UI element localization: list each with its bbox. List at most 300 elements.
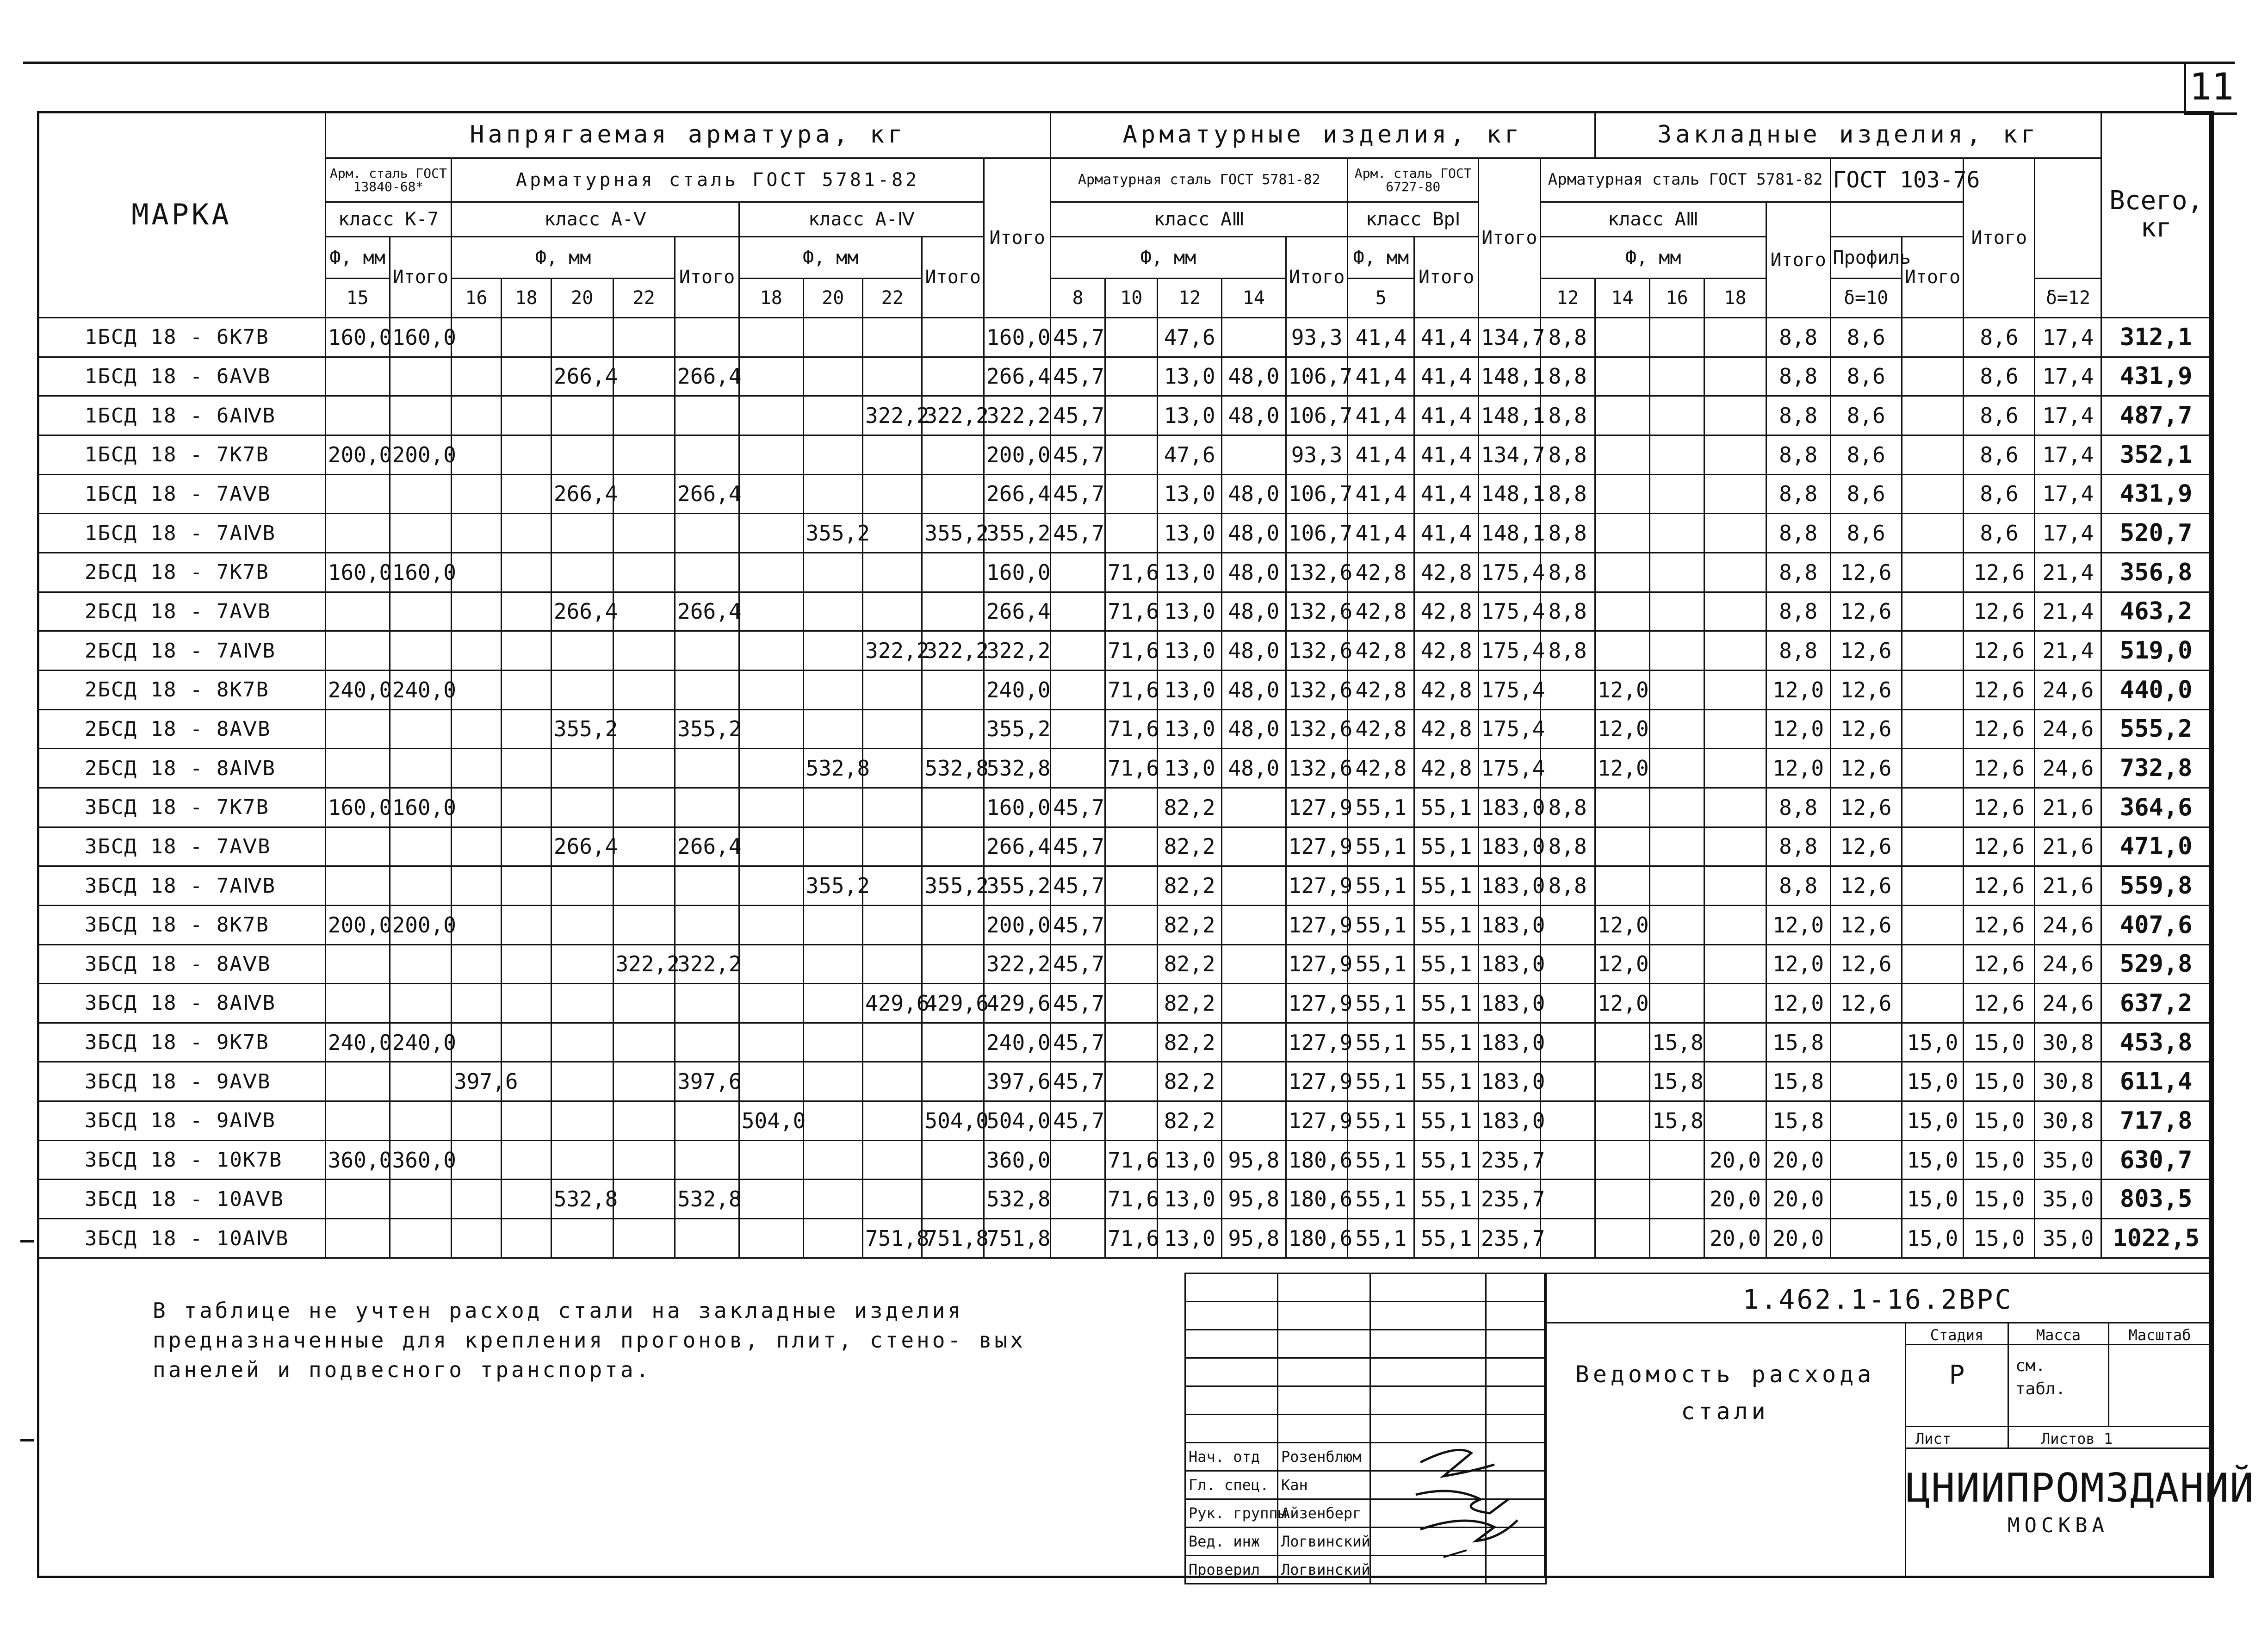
table-cell: 200,0: [984, 435, 1051, 474]
blank-cell: [1185, 1302, 1278, 1330]
table-cell: [613, 1180, 675, 1219]
table-cell: 266,4: [551, 592, 613, 631]
row-grand-total: 312,1: [2101, 318, 2211, 357]
table-cell: [1704, 670, 1766, 709]
table-cell: 134,7: [1479, 435, 1541, 474]
table-cell: [551, 631, 613, 671]
table-cell: 148,1: [1479, 357, 1541, 396]
row-grand-total: 559,8: [2101, 866, 2211, 906]
profile-header: Профиль: [1830, 237, 1902, 279]
table-cell: [1704, 709, 1766, 749]
table-cell: [390, 592, 452, 631]
table-cell: [502, 357, 552, 396]
table-cell: [452, 670, 502, 709]
table-cell: [739, 514, 803, 553]
table-cell: 12,6: [1964, 866, 2035, 906]
blank-cell: [1278, 1415, 1370, 1443]
table-cell: [1902, 944, 1964, 984]
table-cell: [1540, 749, 1595, 788]
table-cell: 48,0: [1222, 631, 1286, 671]
table-cell: [1222, 827, 1286, 866]
table-cell: 15,0: [1902, 1101, 1964, 1141]
organization-name: ЦНИИПРОМЗДАНИЙ: [1906, 1465, 2255, 1511]
table-row: [38, 474, 2211, 514]
table-cell: [922, 435, 984, 474]
table-cell: 55,1: [1348, 984, 1414, 1023]
right-border-line: [2212, 111, 2214, 1578]
document-title: Ведомость расхода стали: [1544, 1322, 1906, 1578]
table-cell: 12,0: [1766, 944, 1830, 984]
table-cell: 12,6: [1964, 709, 2035, 749]
table-cell: [1105, 474, 1158, 514]
row-grand-total: 520,7: [2101, 514, 2211, 553]
row-grand-total: 732,8: [2101, 749, 2211, 788]
table-cell: 322,2: [863, 631, 922, 671]
embedded-products-header: Закладные изделия, кг: [1595, 112, 2101, 158]
size-a5-22: 22: [613, 279, 675, 318]
table-cell: 8,8: [1766, 435, 1830, 474]
table-cell: [803, 944, 862, 984]
bp1-steel-standard: Арм. сталь ГОСТ 6727-80: [1348, 158, 1479, 202]
table-cell: 20,0: [1766, 1180, 1830, 1219]
blank-cell: [1370, 1415, 1486, 1443]
table-cell: 13,0: [1158, 749, 1222, 788]
size-bp1-5: 5: [1348, 279, 1414, 318]
table-cell: 21,6: [2035, 866, 2101, 906]
table-cell: [613, 435, 675, 474]
table-cell: 17,4: [2035, 396, 2101, 435]
table-cell: [325, 1180, 390, 1219]
blank-cell: [1278, 1273, 1370, 1302]
table-cell: 8,8: [1766, 788, 1830, 827]
blank-cell: [1278, 1330, 1370, 1358]
table-cell: [803, 435, 862, 474]
table-cell: 266,4: [984, 827, 1051, 866]
size-a4-22: 22: [863, 279, 922, 318]
signature-blank-row: [1185, 1415, 1546, 1443]
table-cell: 24,6: [2035, 670, 2101, 709]
table-cell: 8,6: [1964, 435, 2035, 474]
table-cell: 93,3: [1286, 435, 1348, 474]
table-cell: [803, 827, 862, 866]
sheets-count: Листов 1: [2008, 1426, 2212, 1449]
blank-cell: [1486, 1386, 1546, 1415]
blank-cell: [1486, 1358, 1546, 1386]
table-cell: [1222, 435, 1286, 474]
table-cell: 175,4: [1479, 709, 1541, 749]
table-cell: 183,0: [1479, 866, 1541, 906]
table-cell: [1830, 1101, 1902, 1141]
table-cell: 132,6: [1286, 592, 1348, 631]
embedded-a3-total-header: Итого: [1766, 202, 1830, 318]
table-cell: [1105, 866, 1158, 906]
table-cell: [613, 1219, 675, 1258]
table-cell: 160,0: [390, 318, 452, 357]
size-emb-18: 18: [1704, 279, 1766, 318]
row-grand-total: 637,2: [2101, 984, 2211, 1023]
marka-header: МАРКА: [38, 112, 326, 318]
size-a3-14: 14: [1222, 279, 1286, 318]
table-cell: 8,8: [1540, 631, 1595, 671]
scale-value: [2108, 1344, 2212, 1427]
table-cell: [325, 709, 390, 749]
table-cell: [502, 396, 552, 435]
table-cell: [1595, 866, 1649, 906]
table-cell: [1650, 592, 1704, 631]
table-cell: [452, 318, 502, 357]
table-cell: 12,6: [1964, 827, 2035, 866]
table-cell: 55,1: [1414, 866, 1479, 906]
row-grand-total: 519,0: [2101, 631, 2211, 671]
table-cell: 8,8: [1766, 866, 1830, 906]
table-cell: [390, 749, 452, 788]
size-a3-10: 10: [1105, 279, 1158, 318]
table-cell: 200,0: [390, 435, 452, 474]
table-cell: [1595, 1219, 1649, 1258]
table-cell: 55,1: [1414, 1101, 1479, 1141]
table-cell: 397,6: [452, 1062, 502, 1101]
table-cell: [1650, 357, 1704, 396]
table-cell: [613, 592, 675, 631]
table-cell: 15,0: [1902, 1219, 1964, 1258]
table-cell: [551, 553, 613, 592]
table-cell: [1902, 749, 1964, 788]
table-cell: 8,6: [1964, 318, 2035, 357]
table-cell: 48,0: [1222, 709, 1286, 749]
table-cell: [551, 1140, 613, 1180]
table-cell: 106,7: [1286, 474, 1348, 514]
class-k7: класс К-7: [325, 202, 451, 237]
table-cell: [613, 318, 675, 357]
table-cell: 355,2: [551, 709, 613, 749]
table-cell: 35,0: [2035, 1219, 2101, 1258]
table-cell: [1105, 1062, 1158, 1101]
table-cell: [502, 553, 552, 592]
row-marka: 3БСД 18 - 9АⅤВ: [38, 1062, 326, 1101]
table-cell: [390, 1180, 452, 1219]
table-cell: 45,7: [1051, 435, 1105, 474]
table-cell: [675, 514, 739, 553]
title-block: [1184, 1273, 2255, 1578]
table-cell: 175,4: [1479, 749, 1541, 788]
table-cell: 360,0: [325, 1140, 390, 1180]
table-cell: [739, 357, 803, 396]
table-cell: [1540, 1023, 1595, 1062]
table-row: [38, 905, 2211, 944]
table-cell: [675, 631, 739, 671]
table-cell: 532,8: [551, 1180, 613, 1219]
table-cell: 71,6: [1105, 1180, 1158, 1219]
row-marka: 2БСД 18 - 7АⅤВ: [38, 592, 326, 631]
table-cell: 266,4: [551, 474, 613, 514]
table-cell: 48,0: [1222, 553, 1286, 592]
table-cell: 160,0: [984, 788, 1051, 827]
table-cell: 8,6: [1830, 396, 1902, 435]
table-cell: [1595, 1101, 1649, 1141]
table-cell: [551, 1023, 613, 1062]
table-cell: [551, 514, 613, 553]
table-cell: 15,0: [1964, 1101, 2035, 1141]
blank-cell: [1370, 1330, 1486, 1358]
table-cell: 41,4: [1414, 474, 1479, 514]
table-cell: [1650, 709, 1704, 749]
row-marka: 3БСД 18 - 7К7В: [38, 788, 326, 827]
table-cell: [613, 670, 675, 709]
table-cell: 45,7: [1051, 514, 1105, 553]
table-cell: 41,4: [1348, 435, 1414, 474]
table-cell: 532,8: [984, 749, 1051, 788]
table-cell: [922, 944, 984, 984]
table-cell: [1105, 1101, 1158, 1141]
table-cell: 266,4: [984, 592, 1051, 631]
table-cell: [803, 1023, 862, 1062]
table-cell: 45,7: [1051, 357, 1105, 396]
table-cell: [502, 631, 552, 671]
table-cell: [803, 1062, 862, 1101]
table-cell: [390, 944, 452, 984]
table-cell: 13,0: [1158, 1140, 1222, 1180]
class-bp1: класс ВрⅠ: [1348, 202, 1479, 237]
table-cell: [1105, 905, 1158, 944]
table-cell: [1902, 592, 1964, 631]
table-cell: [1595, 827, 1649, 866]
table-cell: [1051, 1219, 1105, 1258]
table-cell: [922, 827, 984, 866]
mass-value: см. табл.: [2008, 1344, 2109, 1427]
sheet-label: Лист: [1905, 1426, 2009, 1449]
blank-cell: [1830, 202, 1964, 237]
table-cell: 322,2: [613, 944, 675, 984]
table-cell: 15,8: [1650, 1023, 1704, 1062]
table-cell: [922, 474, 984, 514]
table-row: [38, 749, 2211, 788]
table-cell: 45,7: [1051, 396, 1105, 435]
table-cell: 15,8: [1650, 1062, 1704, 1101]
table-cell: [1222, 1062, 1286, 1101]
table-cell: [452, 827, 502, 866]
table-cell: [1830, 1023, 1902, 1062]
table-cell: [1051, 1140, 1105, 1180]
table-cell: [1105, 827, 1158, 866]
table-cell: 127,9: [1286, 788, 1348, 827]
table-row: [38, 514, 2211, 553]
table-cell: 55,1: [1414, 1140, 1479, 1180]
rebar-products-header: Арматурные изделия, кг: [1051, 112, 1595, 158]
table-cell: [739, 1023, 803, 1062]
table-cell: 8,8: [1766, 827, 1830, 866]
table-cell: [1650, 905, 1704, 944]
table-cell: 15,0: [1902, 1062, 1964, 1101]
table-cell: 240,0: [325, 670, 390, 709]
table-cell: 355,2: [984, 866, 1051, 906]
table-cell: [613, 709, 675, 749]
table-cell: 355,2: [803, 514, 862, 553]
table-cell: [1540, 944, 1595, 984]
row-grand-total: 803,5: [2101, 1180, 2211, 1219]
table-cell: [613, 553, 675, 592]
table-cell: 21,4: [2035, 592, 2101, 631]
table-cell: 55,1: [1414, 1180, 1479, 1219]
table-cell: 47,6: [1158, 318, 1222, 357]
table-cell: 160,0: [325, 788, 390, 827]
table-cell: [1704, 1062, 1766, 1101]
table-cell: 8,8: [1540, 553, 1595, 592]
table-cell: [1902, 670, 1964, 709]
table-cell: 55,1: [1348, 1023, 1414, 1062]
table-cell: [1704, 827, 1766, 866]
row-marka: 1БСД 18 - 7АⅤВ: [38, 474, 326, 514]
table-cell: 41,4: [1348, 396, 1414, 435]
table-cell: [1051, 553, 1105, 592]
table-cell: [803, 1140, 862, 1180]
table-row: [38, 709, 2211, 749]
table-cell: [390, 984, 452, 1023]
table-cell: 12,6: [1830, 749, 1902, 788]
table-row: [38, 1180, 2211, 1219]
table-cell: [739, 788, 803, 827]
table-cell: 355,2: [984, 514, 1051, 553]
table-cell: 240,0: [390, 1023, 452, 1062]
row-grand-total: 611,4: [2101, 1062, 2211, 1101]
table-cell: [739, 1180, 803, 1219]
table-cell: 235,7: [1479, 1219, 1541, 1258]
table-row: [38, 1140, 2211, 1180]
table-cell: [502, 788, 552, 827]
table-cell: [325, 631, 390, 671]
table-cell: [551, 435, 613, 474]
table-cell: [863, 592, 922, 631]
profile-total-header: Итого: [1902, 237, 1964, 318]
table-cell: [1595, 1062, 1649, 1101]
table-cell: 355,2: [984, 709, 1051, 749]
table-cell: 71,6: [1105, 670, 1158, 709]
table-cell: [551, 866, 613, 906]
signature-name: Кан: [1278, 1471, 1370, 1499]
table-cell: [1222, 318, 1286, 357]
table-cell: 13,0: [1158, 474, 1222, 514]
table-cell: 45,7: [1051, 905, 1105, 944]
table-cell: 504,0: [739, 1101, 803, 1141]
embedded-diameter-header: Ф, мм: [1540, 237, 1766, 279]
embedded-total-header: Итого: [1964, 158, 2035, 318]
table-cell: [1704, 318, 1766, 357]
table-cell: [863, 474, 922, 514]
table-cell: 8,6: [1830, 514, 1902, 553]
row-marka: 3БСД 18 - 7АⅣВ: [38, 866, 326, 906]
table-cell: 71,6: [1105, 592, 1158, 631]
table-cell: [675, 984, 739, 1023]
row-marka: 1БСД 18 - 6АⅤВ: [38, 357, 326, 396]
steel-consumption-table: [37, 111, 2212, 1259]
table-cell: [1540, 905, 1595, 944]
table-cell: [1650, 788, 1704, 827]
table-cell: [739, 944, 803, 984]
a4-total-header: Итого: [922, 237, 984, 318]
table-cell: [551, 1219, 613, 1258]
table-cell: [922, 318, 984, 357]
signature-role: Нач. отд: [1185, 1443, 1278, 1471]
table-cell: [739, 318, 803, 357]
table-cell: 48,0: [1222, 592, 1286, 631]
table-cell: 15,0: [1902, 1180, 1964, 1219]
table-cell: 322,2: [984, 944, 1051, 984]
table-cell: [452, 474, 502, 514]
table-cell: [1051, 670, 1105, 709]
table-cell: 175,4: [1479, 553, 1541, 592]
table-cell: 21,4: [2035, 631, 2101, 671]
table-cell: 148,1: [1479, 396, 1541, 435]
table-cell: [551, 749, 613, 788]
table-cell: 148,1: [1479, 514, 1541, 553]
blank-cell: [1278, 1386, 1370, 1415]
table-cell: [390, 866, 452, 906]
table-cell: [502, 749, 552, 788]
table-cell: 82,2: [1158, 944, 1222, 984]
table-cell: 12,0: [1766, 905, 1830, 944]
table-cell: 41,4: [1414, 396, 1479, 435]
table-cell: 55,1: [1348, 866, 1414, 906]
table-cell: [1650, 944, 1704, 984]
k7-steel-standard: Арм. сталь ГОСТ 13840-68*: [325, 158, 451, 202]
table-cell: 55,1: [1414, 1023, 1479, 1062]
table-cell: [452, 631, 502, 671]
table-cell: 12,0: [1766, 709, 1830, 749]
table-cell: [502, 514, 552, 553]
table-cell: [613, 788, 675, 827]
table-cell: 42,8: [1348, 631, 1414, 671]
table-cell: 8,8: [1766, 592, 1830, 631]
table-cell: 82,2: [1158, 905, 1222, 944]
table-cell: [675, 1023, 739, 1062]
table-cell: [1704, 435, 1766, 474]
table-cell: 20,0: [1704, 1180, 1766, 1219]
table-cell: 55,1: [1348, 1180, 1414, 1219]
table-row: [38, 944, 2211, 984]
table-cell: [502, 1180, 552, 1219]
table-cell: [1540, 1180, 1595, 1219]
table-cell: 30,8: [2035, 1023, 2101, 1062]
table-cell: 751,8: [922, 1219, 984, 1258]
table-cell: 8,6: [1830, 474, 1902, 514]
table-cell: [325, 1101, 390, 1141]
table-cell: [1650, 553, 1704, 592]
table-cell: 45,7: [1051, 474, 1105, 514]
table-cell: 8,8: [1766, 357, 1830, 396]
table-cell: [675, 396, 739, 435]
table-cell: 15,0: [1902, 1140, 1964, 1180]
table-cell: 13,0: [1158, 553, 1222, 592]
table-cell: 127,9: [1286, 866, 1348, 906]
table-cell: [452, 788, 502, 827]
table-cell: [739, 670, 803, 709]
table-cell: [390, 1062, 452, 1101]
table-cell: 134,7: [1479, 318, 1541, 357]
table-cell: [1222, 788, 1286, 827]
grand-total-header: Всего, кг: [2101, 112, 2211, 318]
table-cell: [1704, 357, 1766, 396]
table-cell: 8,6: [1830, 435, 1902, 474]
table-cell: 15,8: [1766, 1023, 1830, 1062]
table-cell: [452, 553, 502, 592]
table-cell: [1222, 944, 1286, 984]
table-cell: 200,0: [325, 435, 390, 474]
table-cell: 20,0: [1766, 1140, 1830, 1180]
table-cell: [390, 396, 452, 435]
table-cell: 429,6: [863, 984, 922, 1023]
table-cell: 17,4: [2035, 318, 2101, 357]
table-cell: 41,4: [1348, 474, 1414, 514]
table-cell: 132,6: [1286, 709, 1348, 749]
